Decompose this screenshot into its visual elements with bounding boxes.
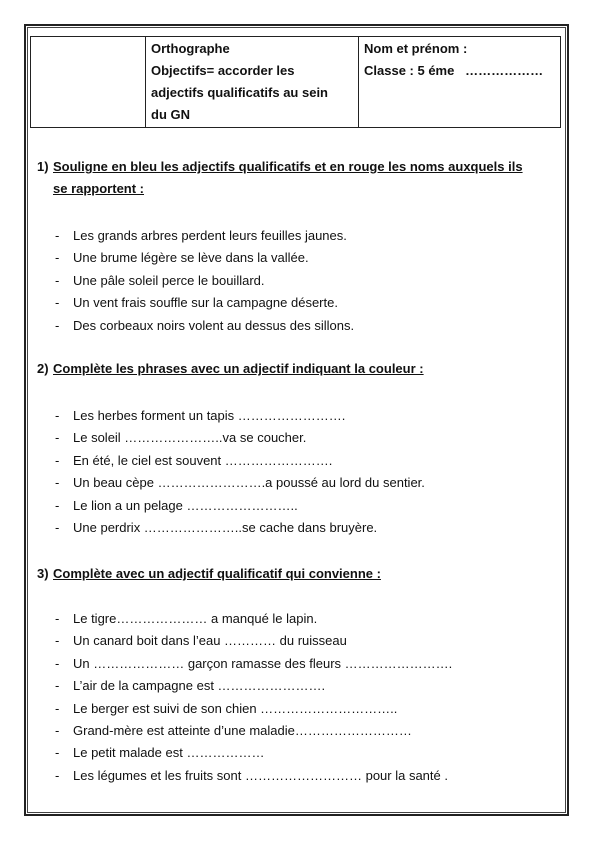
sentence-list	[37, 608, 562, 787]
subject-label: Orthographe	[151, 41, 230, 56]
exercise-1	[37, 156, 562, 337]
header-blank-cell	[31, 37, 146, 128]
list-item: - Le soleil …………………..va se coucher.	[55, 430, 307, 446]
exercise-number: 2)	[37, 361, 49, 376]
objective-line: adjectifs qualificatifs au sein	[151, 85, 328, 100]
header-table	[30, 36, 561, 128]
list-item: - Un ………………… garçon ramasse des fleurs …………………….	[55, 655, 453, 671]
objective-line: Objectifs= accorder les	[151, 63, 295, 78]
exercise-2	[37, 358, 562, 539]
name-label: Nom et prénom :	[364, 41, 468, 56]
list-item: - Une perdrix …………………..se cache dans bruyère.	[55, 520, 378, 536]
list-item: - Un canard boit dans l’eau ………… du ruisseau	[55, 633, 347, 649]
list-item: - Une pâle soleil perce le bouillard.	[55, 272, 265, 288]
exercise-instruction: Complète les phrases avec un adjectif indiquant la couleur :	[53, 361, 424, 376]
list-item: - Les grands arbres perdent leurs feuilles jaunes.	[55, 228, 347, 243]
exercise-3	[37, 563, 562, 787]
exercise-title	[37, 358, 562, 380]
exercise-title	[37, 156, 562, 200]
exercise-instruction-cont: se rapportent :	[53, 181, 145, 196]
list-item: - Un vent frais souffle sur la campagne déserte.	[55, 295, 338, 311]
exercise-title	[37, 563, 562, 585]
list-item: - Un beau cèpe …………………….a poussé au lord du sentier.	[55, 475, 425, 491]
list-item: - Les légumes et les fruits sont ……………………… pour la santé .	[55, 767, 448, 783]
list-item: - Le berger est suivi de son chien …………………………..	[55, 700, 398, 716]
list-item: - Une brume légère se lève dans la vallée.	[55, 250, 309, 266]
exercise-number: 1)	[37, 159, 49, 174]
list-item: - Grand-mère est atteinte d’une maladie………………………	[55, 723, 412, 739]
sentence-list	[37, 225, 562, 337]
sentence-list	[37, 405, 562, 539]
list-item: - Le petit malade est ………………	[55, 745, 265, 761]
list-item: - En été, le ciel est souvent …………………….	[55, 452, 333, 468]
header-subject-cell	[146, 37, 359, 128]
list-item: - Des corbeaux noirs volent au dessus des sillons.	[55, 317, 355, 333]
list-item: - Les herbes forment un tapis …………………….	[55, 408, 346, 423]
exercise-instruction: Souligne en bleu les adjectifs qualificatifs et en rouge les noms auxquels ils	[53, 159, 523, 174]
exercise-instruction: Complète avec un adjectif qualificatif qui convienne :	[53, 566, 381, 581]
list-item: - L’air de la campagne est …………………….	[55, 678, 326, 694]
exercise-number: 3)	[37, 566, 49, 581]
list-item: - Le tigre………………… a manqué le lapin.	[55, 611, 318, 626]
list-item: - Le lion a un pelage ……………………..	[55, 497, 298, 513]
class-label: Classe : 5 éme ………………	[364, 63, 544, 78]
header-student-cell	[359, 37, 561, 128]
objective-line: du GN	[151, 107, 190, 122]
